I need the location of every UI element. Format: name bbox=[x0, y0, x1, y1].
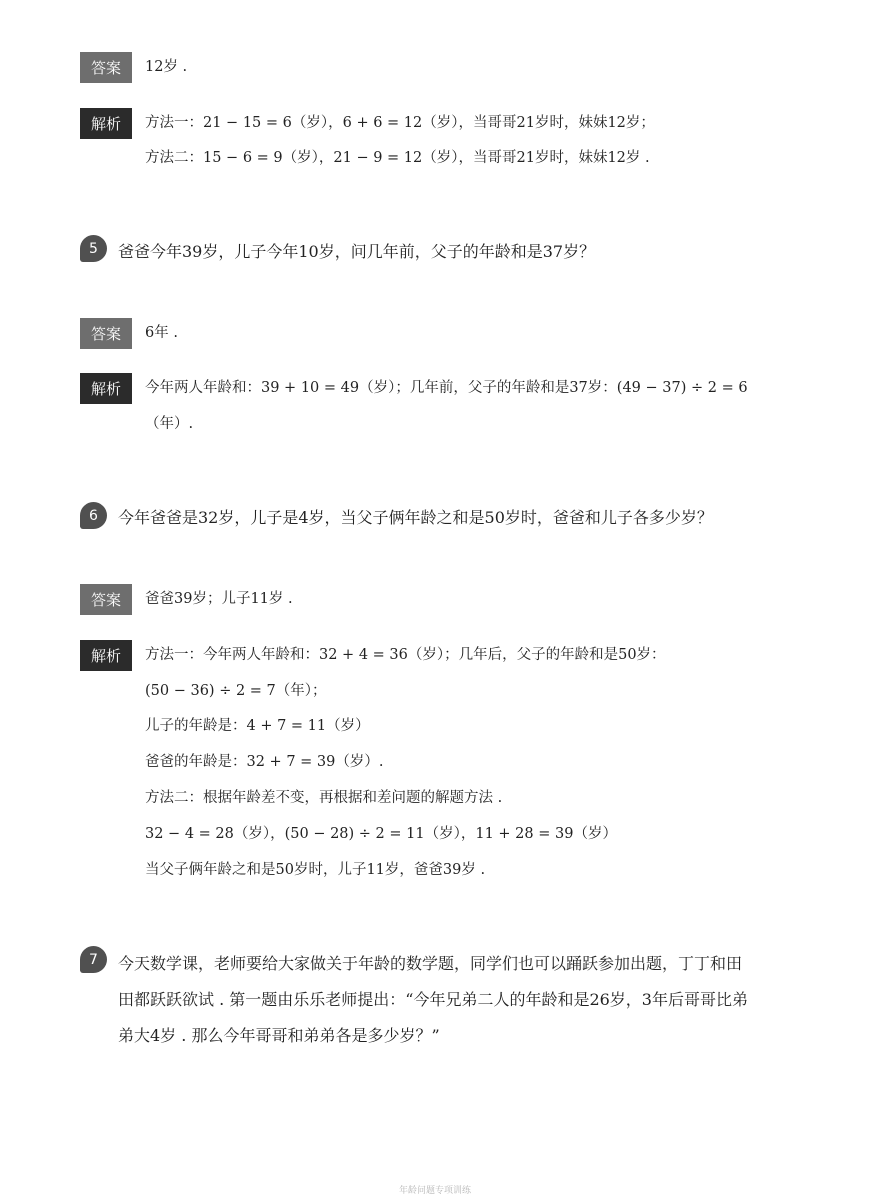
question-number-badge: 6 bbox=[80, 502, 107, 529]
q6-analysis-line-6: 32 − 4 = 28（岁），(50 − 28) ÷ 2 = 11（岁），11 + 28 = 39（岁） bbox=[145, 826, 617, 842]
q6-analysis-line-4: 爸爸的年龄是：32 + 7 = 39（岁）. bbox=[145, 754, 384, 770]
q6-analysis-line-1: 方法一：今年两人年龄和：32 + 4 = 36（岁）；几年后，父子的年龄和是50岁： bbox=[145, 647, 666, 663]
q6-analysis-line-7: 当父子俩年龄之和是50岁时，儿子11岁，爸爸39岁 . bbox=[145, 862, 486, 878]
q7-question-line-1: 今天数学课，老师要给大家做关于年龄的数学题，同学们也可以踊跃参加出题，丁丁和田 bbox=[118, 954, 743, 973]
answer-label: 答案 bbox=[80, 318, 132, 349]
q5-analysis-line-2: （年）. bbox=[145, 416, 194, 432]
q5-answer: 6年 . bbox=[145, 325, 178, 341]
analysis-label: 解析 bbox=[80, 108, 132, 139]
analysis-label: 解析 bbox=[80, 640, 132, 671]
q4-answer: 12岁 . bbox=[145, 59, 188, 75]
q6-answer: 爸爸39岁；儿子11岁 . bbox=[145, 591, 293, 607]
page-footer: 年龄问题专项训练 bbox=[398, 1186, 471, 1196]
q6-question: 今年爸爸是32岁，儿子是4岁，当父子俩年龄之和是50岁时，爸爸和儿子各多少岁？ bbox=[118, 508, 713, 527]
question-number-badge: 7 bbox=[80, 946, 107, 973]
q6-analysis-line-5: 方法二：根据年龄差不变，再根据和差问题的解题方法 . bbox=[145, 790, 503, 806]
q7-question-line-2: 田都跃跃欲试 . 第一题由乐乐老师提出：“今年兄弟二人的年龄和是26岁，3年后哥哥比弟 bbox=[118, 990, 748, 1009]
q7-question-line-3: 弟大4岁 . 那么今年哥哥和弟弟各是多少岁？” bbox=[118, 1026, 440, 1045]
answer-label: 答案 bbox=[80, 52, 132, 83]
q5-question: 爸爸今年39岁，儿子今年10岁，问几年前，父子的年龄和是37岁？ bbox=[118, 242, 596, 261]
question-number-badge: 5 bbox=[80, 235, 107, 262]
q4-analysis-line-2: 方法二：15 − 6 = 9（岁），21 − 9 = 12（岁），当哥哥21岁时，妹妹12岁 . bbox=[145, 150, 650, 166]
q5-analysis-line-1: 今年两人年龄和：39 + 10 = 49（岁）；几年前，父子的年龄和是37岁：(49 − 37) ÷ 2 = 6 bbox=[145, 380, 748, 396]
answer-label: 答案 bbox=[80, 584, 132, 615]
analysis-label: 解析 bbox=[80, 373, 132, 404]
q6-analysis-line-2: (50 − 36) ÷ 2 = 7（年）； bbox=[145, 683, 327, 699]
q4-analysis-line-1: 方法一：21 − 15 = 6（岁），6 + 6 = 12（岁），当哥哥21岁时，妹妹12岁； bbox=[145, 115, 655, 131]
q6-analysis-line-3: 儿子的年龄是：4 + 7 = 11（岁） bbox=[145, 718, 370, 734]
